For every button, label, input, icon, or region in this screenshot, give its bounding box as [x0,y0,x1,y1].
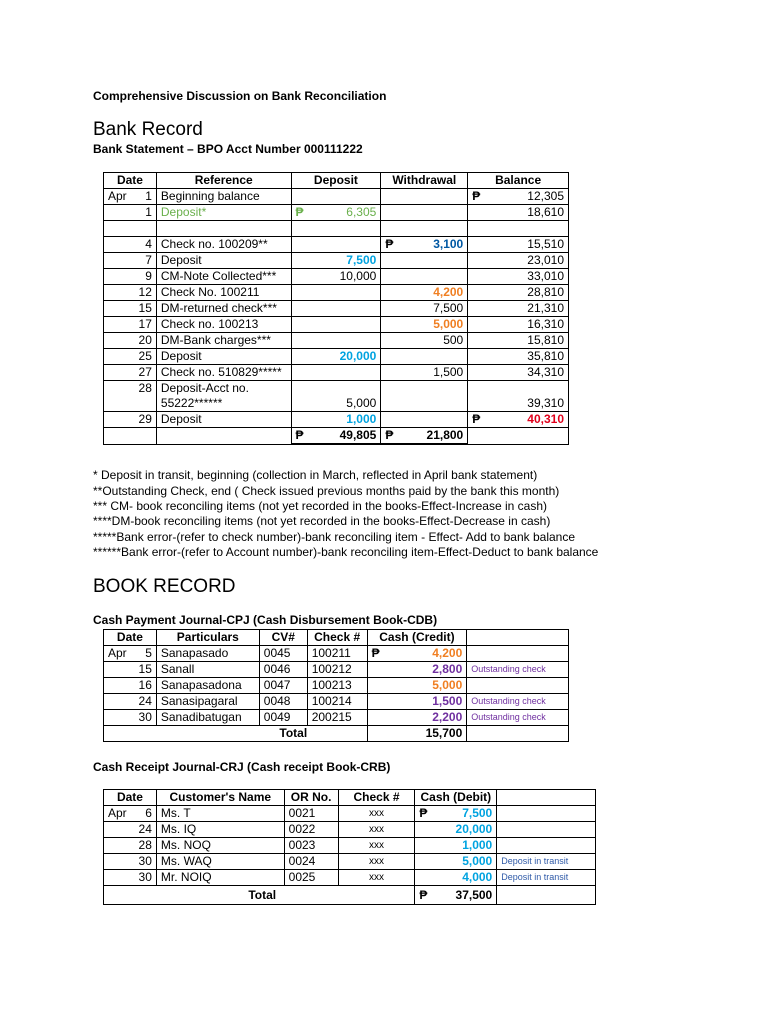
table-row [104,205,569,221]
deposit-cell [291,301,381,317]
deposit-value: 6,305 [346,205,377,219]
balance-cell: 28,810 [468,285,569,301]
date-cell: 20 [104,333,157,349]
total-value: 15,700 [367,726,467,742]
deposit-cell [291,221,381,237]
month-label: Apr [108,806,127,820]
total-value: 37,500 [455,887,493,902]
footnote: ****DM-book reconciling items (not yet recorded in the books-Effect-Decrease in cash) [93,514,551,528]
table-row [104,269,569,285]
cash-value: 7,500 [462,806,493,820]
table-row [104,189,569,205]
reference-line-2: 55222****** [160,396,223,410]
cash-cell: 1,000 [415,838,497,854]
reference-cell: Deposit [156,349,291,365]
balance-cell: 18,610 [468,205,569,221]
reference-cell: CM-Note Collected*** [156,269,291,285]
header-note [497,790,596,806]
cash-cell: 2,200 [367,710,467,726]
header-date: Date [104,173,157,189]
check-cell: 100214 [307,694,367,710]
peso-sign: ₱ [295,205,304,219]
balance-cell: 15,810 [468,333,569,349]
total-label: Total [104,726,368,742]
balance-cell: 23,010 [468,253,569,269]
note-cell: Outstanding check [467,662,569,678]
reference-cell: Check no. 510829***** [156,365,291,381]
deposit-cell [291,285,381,301]
customer-cell: Ms. WAQ [156,854,284,870]
date-cell: 28 [104,381,157,412]
cash-payment-journal-table [103,629,569,742]
withdrawal-cell [381,269,468,285]
customer-cell: Ms. NOQ [156,838,284,854]
balance-value: 40,310 [527,412,564,426]
balance-cell [468,412,569,428]
date-cell: 17 [104,317,157,333]
cash-cell: 20,000 [415,822,497,838]
header-customer-name: Customer's Name [156,790,284,806]
header-date: Date [104,790,157,806]
table-row [104,822,596,838]
day-label: 1 [145,189,152,203]
peso-sign: ₱ [385,428,394,442]
date-cell: 7 [104,253,157,269]
book-record-heading: BOOK RECORD [93,576,236,597]
date-cell: 1 [104,205,157,221]
table-row [104,301,569,317]
crj-title: Cash Receipt Journal-CRJ (Cash receipt Book-CRB) [93,760,391,774]
table-row [104,678,569,694]
date-cell: 30 [104,870,157,886]
cash-cell: 4,000 [415,870,497,886]
deposit-cell [291,317,381,333]
reference-cell [156,428,291,445]
cash-cell: 5,000 [415,854,497,870]
header-reference: Reference [156,173,291,189]
cash-cell [367,646,467,662]
date-cell: 15 [104,662,157,678]
reference-cell: Deposit [156,253,291,269]
balance-cell: 15,510 [468,237,569,253]
deposit-cell: 10,000 [291,269,381,285]
balance-value: 12,305 [527,189,564,203]
reference-cell: Beginning balance [156,189,291,205]
peso-sign: ₱ [472,412,481,426]
month-label: Apr [108,646,127,660]
or-cell: 0025 [284,870,338,886]
deposit-cell: 7,500 [291,253,381,269]
note-cell [497,886,596,905]
footnote: *****Bank error-(refer to check number)-bank reconciling item - Effect- Add to bank balance [93,530,576,544]
withdrawal-cell [381,221,468,237]
cash-value: 4,200 [432,646,463,660]
reference-cell: Check no. 100209** [156,237,291,253]
note-cell: Deposit in transit [497,854,596,870]
table-row [104,662,569,678]
particulars-cell: Sanall [156,662,259,678]
deposit-cell: 5,000 [291,381,381,412]
date-cell [104,221,157,237]
check-cell: 100211 [307,646,367,662]
balance-cell: 39,310 [468,381,569,412]
total-label: Total [104,886,415,905]
withdrawal-cell [381,237,468,253]
check-cell: xxx [338,822,415,838]
note-cell [467,726,569,742]
totals-row [104,726,569,742]
check-cell: xxx [338,838,415,854]
note-cell [497,838,596,854]
cash-cell: 2,800 [367,662,467,678]
table-row [104,870,596,886]
withdrawal-cell [381,349,468,365]
reference-cell: Check No. 100211 [156,285,291,301]
check-cell: xxx [338,854,415,870]
header-particulars: Particulars [156,630,259,646]
withdrawal-cell [381,189,468,205]
cv-cell: 0048 [259,694,307,710]
table-header-row [104,173,569,189]
check-cell: xxx [338,806,415,822]
deposit-cell [291,237,381,253]
bank-statement-subtitle: Bank Statement – BPO Acct Number 000111222 [93,142,363,156]
footnote: * Deposit in transit, beginning (collection in March, reflected in April bank statement) [93,468,538,482]
note-cell: Outstanding check [467,710,569,726]
or-cell: 0022 [284,822,338,838]
date-cell [104,646,157,662]
reference-cell [156,221,291,237]
header-withdrawal: Withdrawal [381,173,468,189]
balance-cell: 16,310 [468,317,569,333]
header-check: Check # [307,630,367,646]
reference-cell: Deposit* [156,205,291,221]
deposit-cell: 20,000 [291,349,381,365]
balance-cell [468,189,569,205]
particulars-cell: Sanapasadona [156,678,259,694]
table-row [104,237,569,253]
deposit-total-cell [291,428,381,445]
table-row [104,381,569,412]
date-cell: 9 [104,269,157,285]
withdrawal-cell: 1,500 [381,365,468,381]
check-cell: xxx [338,870,415,886]
reference-cell: DM-Bank charges*** [156,333,291,349]
deposit-cell: 1,000 [291,412,381,428]
table-row [104,694,569,710]
day-label: 5 [145,646,152,660]
date-cell: 30 [104,710,157,726]
header-cv: CV# [259,630,307,646]
bank-statement-table [103,172,569,445]
table-row [104,806,596,822]
balance-cell [468,221,569,237]
date-cell: 12 [104,285,157,301]
balance-cell: 35,810 [468,349,569,365]
withdrawal-total: 21,800 [426,428,464,442]
balance-cell: 33,010 [468,269,569,285]
note-cell: Deposit in transit [497,870,596,886]
totals-row [104,428,569,445]
date-cell: 24 [104,822,157,838]
header-date: Date [104,630,157,646]
header-cash-credit: Cash (Credit) [367,630,467,646]
reference-cell: Deposit [156,412,291,428]
peso-sign: ₱ [419,887,428,902]
withdrawal-cell: 7,500 [381,301,468,317]
table-row [104,365,569,381]
header-deposit: Deposit [291,173,381,189]
total-cell [415,886,497,905]
withdrawal-total-cell [381,428,468,445]
check-cell: 100213 [307,678,367,694]
table-header-row [104,790,596,806]
withdrawal-value: 3,100 [433,237,464,251]
date-cell: 29 [104,412,157,428]
table-row [104,412,569,428]
note-cell [497,806,596,822]
cv-cell: 0047 [259,678,307,694]
customer-cell: Mr. NOIQ [156,870,284,886]
cv-cell: 0046 [259,662,307,678]
footnote: ******Bank error-(refer to Account number)-bank reconciling item-Effect-Deduct to bank balance [93,545,599,559]
table-header-row [104,630,569,646]
reference-line-1: Deposit-Acct no. [160,381,249,395]
table-row [104,710,569,726]
date-cell [104,189,157,205]
table-row [104,317,569,333]
or-cell: 0021 [284,806,338,822]
cv-cell: 0049 [259,710,307,726]
table-row [104,333,569,349]
note-cell [497,822,596,838]
peso-sign: ₱ [385,237,394,251]
header-cash-debit: Cash (Debit) [415,790,497,806]
table-row [104,253,569,269]
date-cell [104,806,157,822]
table-row [104,854,596,870]
date-cell: 25 [104,349,157,365]
reference-cell: DM-returned check*** [156,301,291,317]
balance-cell [468,428,569,445]
cpj-title: Cash Payment Journal-CPJ (Cash Disbursement Book-CDB) [93,613,438,627]
footnote: *** CM- book reconciling items (not yet recorded in the books-Effect-Increase in cash) [93,499,547,513]
totals-row [104,886,596,905]
withdrawal-cell: 4,200 [381,285,468,301]
cash-cell [415,806,497,822]
balance-cell: 34,310 [468,365,569,381]
date-cell: 16 [104,678,157,694]
header-balance: Balance [468,173,569,189]
table-row [104,349,569,365]
reference-cell [156,381,291,412]
withdrawal-cell [381,381,468,412]
note-cell: Outstanding check [467,694,569,710]
customer-cell: Ms. IQ [156,822,284,838]
note-cell [467,646,569,662]
table-row [104,285,569,301]
balance-cell: 21,310 [468,301,569,317]
particulars-cell: Sanadibatugan [156,710,259,726]
date-cell: 27 [104,365,157,381]
withdrawal-cell [381,412,468,428]
date-cell: 15 [104,301,157,317]
reference-cell: Check no. 100213 [156,317,291,333]
peso-sign: ₱ [295,428,304,442]
cash-receipt-journal-table [103,789,596,905]
withdrawal-cell [381,205,468,221]
document-title: Comprehensive Discussion on Bank Reconciliation [93,89,387,103]
deposit-total: 49,805 [339,428,377,442]
bank-record-heading: Bank Record [93,119,203,140]
cv-cell: 0045 [259,646,307,662]
table-row [104,838,596,854]
date-cell: 28 [104,838,157,854]
cash-cell: 1,500 [367,694,467,710]
date-cell [104,428,157,445]
or-cell: 0024 [284,854,338,870]
deposit-cell [291,189,381,205]
month-label: Apr [108,189,127,203]
check-cell: 100212 [307,662,367,678]
header-check: Check # [338,790,415,806]
withdrawal-cell [381,253,468,269]
peso-sign: ₱ [371,646,380,660]
header-or-no: OR No. [284,790,338,806]
particulars-cell: Sanapasado [156,646,259,662]
deposit-cell [291,205,381,221]
note-cell [467,678,569,694]
withdrawal-cell: 5,000 [381,317,468,333]
header-note [467,630,569,646]
peso-sign: ₱ [419,806,428,820]
cash-cell: 5,000 [367,678,467,694]
peso-sign: ₱ [472,189,481,203]
footnote: **Outstanding Check, end ( Check issued previous months paid by the bank this month) [93,484,560,498]
customer-cell: Ms. T [156,806,284,822]
check-cell: 200215 [307,710,367,726]
date-cell: 30 [104,854,157,870]
table-row [104,221,569,237]
date-cell: 4 [104,237,157,253]
particulars-cell: Sanasipagaral [156,694,259,710]
deposit-cell [291,333,381,349]
date-cell: 24 [104,694,157,710]
or-cell: 0023 [284,838,338,854]
day-label: 6 [145,806,152,820]
withdrawal-cell: 500 [381,333,468,349]
table-row [104,646,569,662]
deposit-cell [291,365,381,381]
